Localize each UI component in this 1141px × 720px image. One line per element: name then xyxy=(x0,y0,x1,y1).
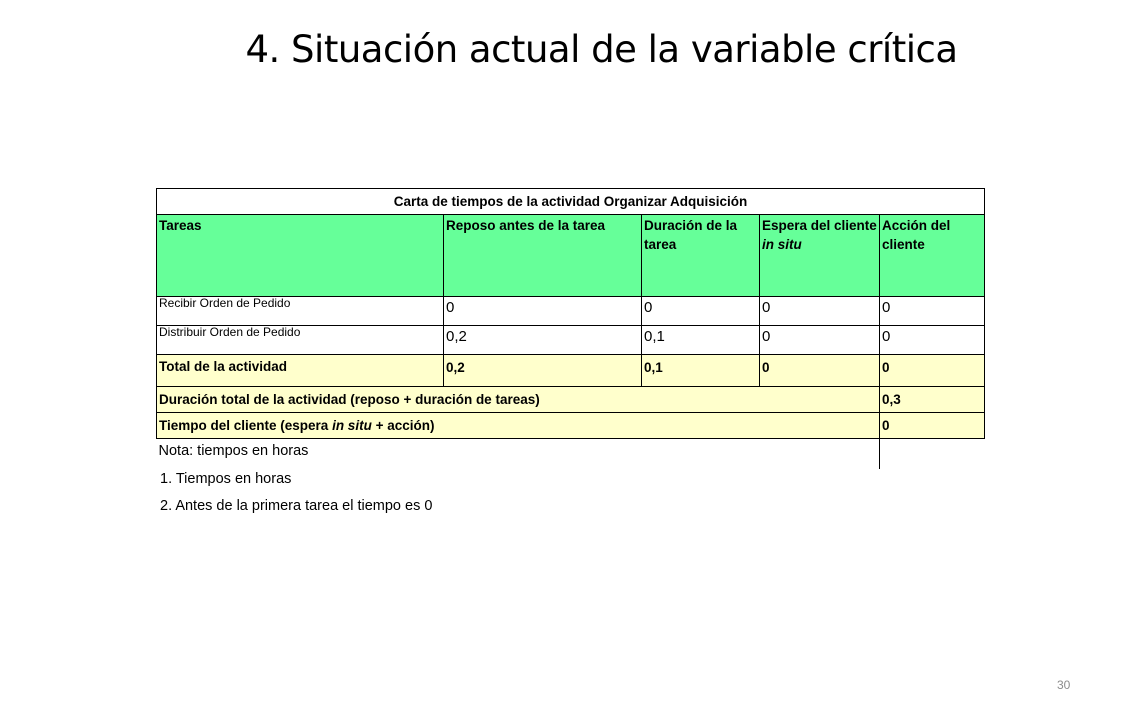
nota-empty-cell xyxy=(880,439,985,470)
duracion-total-label: Duración total de la actividad (reposo + duración de tareas) xyxy=(157,387,880,413)
task-espera: 0 xyxy=(760,297,880,326)
slide-title: 4. Situación actual de la variable crítica xyxy=(245,28,958,71)
total-duracion: 0,1 xyxy=(642,355,760,387)
table-row xyxy=(157,297,985,326)
total-label: Total de la actividad xyxy=(157,355,444,387)
nota-text: Nota: tiempos en horas xyxy=(157,439,880,470)
table-caption-row xyxy=(157,189,985,215)
total-row xyxy=(157,355,985,387)
task-espera: 0 xyxy=(760,326,880,355)
tiempo-cliente-row xyxy=(157,413,985,439)
table-header-row xyxy=(157,215,985,297)
header-accion: Acción del cliente xyxy=(880,215,985,297)
total-reposo: 0,2 xyxy=(444,355,642,387)
tiempo-cliente-insitu: in situ xyxy=(332,418,372,433)
duracion-total-value: 0,3 xyxy=(880,387,985,413)
header-reposo: Reposo antes de la tarea xyxy=(444,215,642,297)
total-accion: 0 xyxy=(880,355,985,387)
tiempo-cliente-text-pre: Tiempo del cliente (espera xyxy=(159,418,333,433)
table-caption: Carta de tiempos de la actividad Organizar Adquisición xyxy=(157,189,985,215)
header-tareas: Tareas xyxy=(157,215,444,297)
page-number: 30 xyxy=(1057,678,1071,692)
task-accion: 0 xyxy=(880,326,985,355)
task-reposo: 0,2 xyxy=(444,326,642,355)
footnote-1: 1. Tiempos en horas xyxy=(160,471,292,487)
tiempo-cliente-label xyxy=(157,413,880,439)
nota-row xyxy=(157,439,985,470)
header-duracion: Duración de la tarea xyxy=(642,215,760,297)
header-espera-text: Espera del cliente xyxy=(762,218,877,233)
task-name: Recibir Orden de Pedido xyxy=(157,297,444,326)
total-espera: 0 xyxy=(760,355,880,387)
task-accion: 0 xyxy=(880,297,985,326)
task-reposo: 0 xyxy=(444,297,642,326)
header-espera xyxy=(760,215,880,297)
task-duracion: 0,1 xyxy=(642,326,760,355)
task-duracion: 0 xyxy=(642,297,760,326)
tiempo-cliente-value: 0 xyxy=(880,413,985,439)
header-espera-insitu: in situ xyxy=(762,237,802,252)
task-name: Distribuir Orden de Pedido xyxy=(157,326,444,355)
duracion-total-row xyxy=(157,387,985,413)
footnote-2: 2. Antes de la primera tarea el tiempo es 0 xyxy=(160,498,433,514)
tiempo-cliente-text-post: + acción) xyxy=(371,418,435,433)
table-row xyxy=(157,326,985,355)
time-chart-table xyxy=(156,188,985,469)
